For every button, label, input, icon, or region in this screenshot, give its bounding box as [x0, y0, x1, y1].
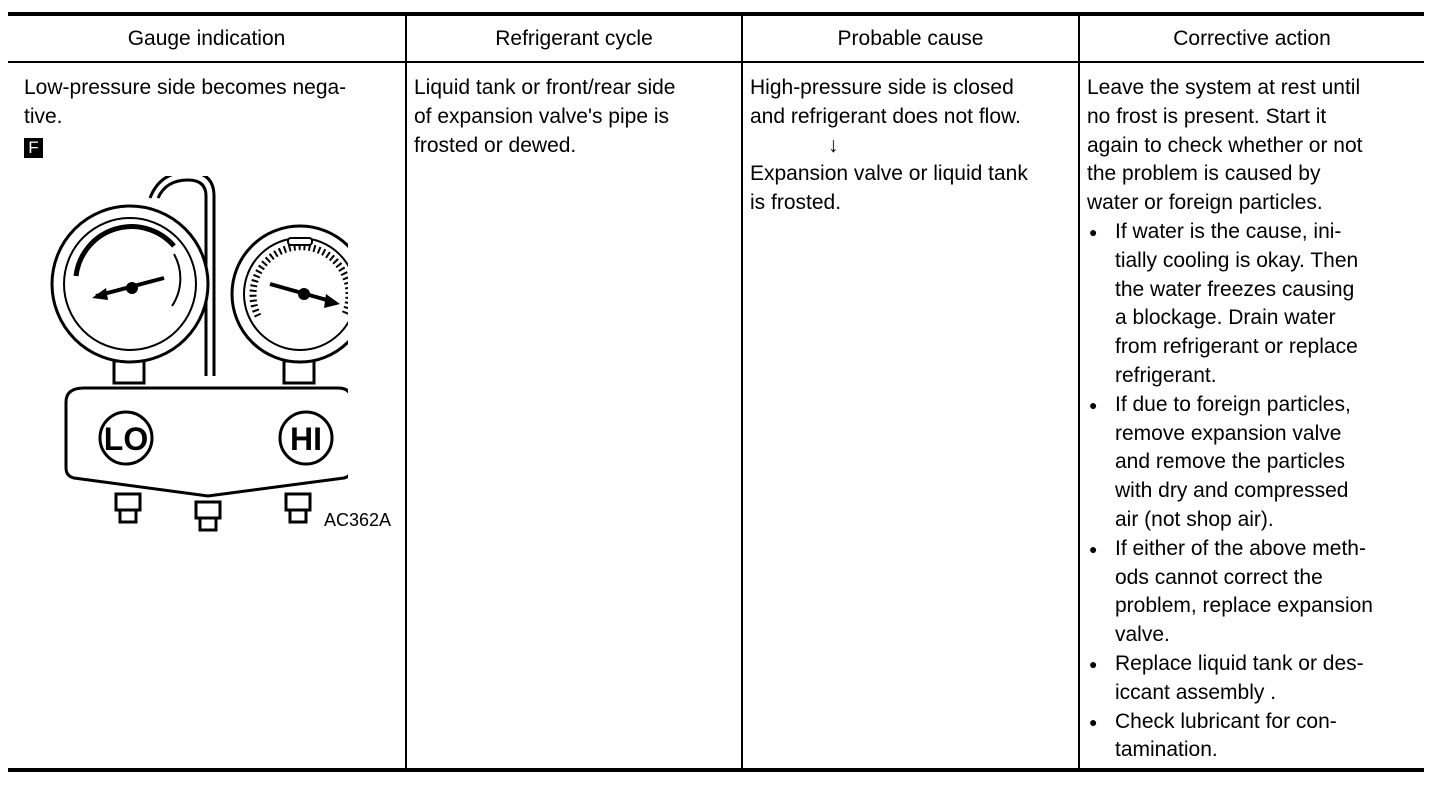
- list-item: [1087, 650, 1422, 708]
- action-intro-line: water or foreign particles.: [1087, 191, 1323, 215]
- list-item: [1087, 535, 1422, 650]
- column-divider: [405, 16, 407, 768]
- action-intro-line: Leave the system at rest until: [1087, 76, 1361, 99]
- hi-label: HI: [290, 421, 322, 457]
- cycle-text-line: of expansion valve's pipe is: [414, 104, 669, 128]
- action-intro-line: the problem is caused by: [1087, 162, 1321, 186]
- bullet-line: ● If either of the above meth-: [1115, 536, 1366, 560]
- bullet-line: remove expansion valve: [1115, 421, 1342, 445]
- action-bullet-list: [1087, 218, 1422, 765]
- gauge-indication-cell: [24, 74, 399, 161]
- figure-id: AC362A: [324, 510, 392, 530]
- probable-cause-cell: [750, 74, 1076, 218]
- action-intro-line: again to check whether or not: [1087, 133, 1363, 157]
- gauge-text-line: tive.: [24, 104, 63, 128]
- bullet-line: a blockage. Drain water: [1115, 306, 1336, 330]
- lo-label: LO: [103, 421, 149, 457]
- header-gauge-indication: Gauge indication: [127, 26, 286, 50]
- list-item: [1087, 708, 1422, 766]
- bullet-line: tamination.: [1115, 738, 1218, 762]
- bullet-line: ● Replace liquid tank or des-: [1115, 651, 1364, 675]
- bullet-line: tially cooling is okay. Then: [1115, 248, 1359, 272]
- bullet-line: ● Check lubricant for con-: [1115, 709, 1337, 733]
- cause-text-line: and refrigerant does not flow.: [750, 104, 1021, 128]
- bullet-line: the water freezes causing: [1115, 277, 1355, 301]
- header-rule: [8, 61, 1424, 63]
- bullet-line: iccant assembly .: [1115, 680, 1277, 704]
- section-badge: F: [24, 138, 43, 158]
- refrigerant-cycle-cell: [414, 74, 739, 160]
- bullet-line: ● If water is the cause, ini-: [1115, 219, 1342, 243]
- list-item: [1087, 218, 1422, 391]
- list-item: [1087, 391, 1422, 535]
- bullet-line: ● If due to foreign particles,: [1115, 392, 1351, 416]
- bullet-line: with dry and compressed: [1115, 479, 1349, 503]
- cause-text-line: is frosted.: [750, 191, 842, 215]
- bullet-line: valve.: [1115, 623, 1170, 647]
- down-arrow-icon: ↓: [828, 133, 839, 157]
- cause-text-line: High-pressure side is closed: [750, 76, 1014, 99]
- lo-gauge: [52, 206, 208, 362]
- header-refrigerant-cycle: Refrigerant cycle: [495, 26, 653, 50]
- cycle-text-line: Liquid tank or front/rear side: [414, 76, 676, 99]
- bullet-line: ods cannot correct the: [1115, 565, 1323, 589]
- cause-text-line: Expansion valve or liquid tank: [750, 162, 1028, 186]
- bullet-line: from refrigerant or replace: [1115, 335, 1358, 359]
- bullet-line: problem, replace expansion: [1115, 594, 1373, 618]
- action-intro-line: no frost is present. Start it: [1087, 104, 1327, 128]
- column-divider: [1078, 16, 1080, 768]
- bullet-line: refrigerant.: [1115, 363, 1217, 387]
- troubleshooting-table: [8, 12, 1424, 772]
- column-divider: [741, 16, 743, 768]
- bullet-line: air (not shop air).: [1115, 507, 1274, 531]
- table-bottom-rule: [8, 768, 1424, 772]
- manifold-gauge-illustration: [48, 176, 348, 536]
- header-corrective-action: Corrective action: [1173, 26, 1331, 50]
- header-probable-cause: Probable cause: [837, 26, 984, 50]
- gauge-text-line: Low-pressure side becomes nega-: [24, 76, 347, 99]
- cycle-text-line: frosted or dewed.: [414, 133, 577, 157]
- hi-gauge: [232, 226, 348, 362]
- bullet-line: and remove the particles: [1115, 450, 1345, 474]
- corrective-action-cell: [1087, 74, 1422, 765]
